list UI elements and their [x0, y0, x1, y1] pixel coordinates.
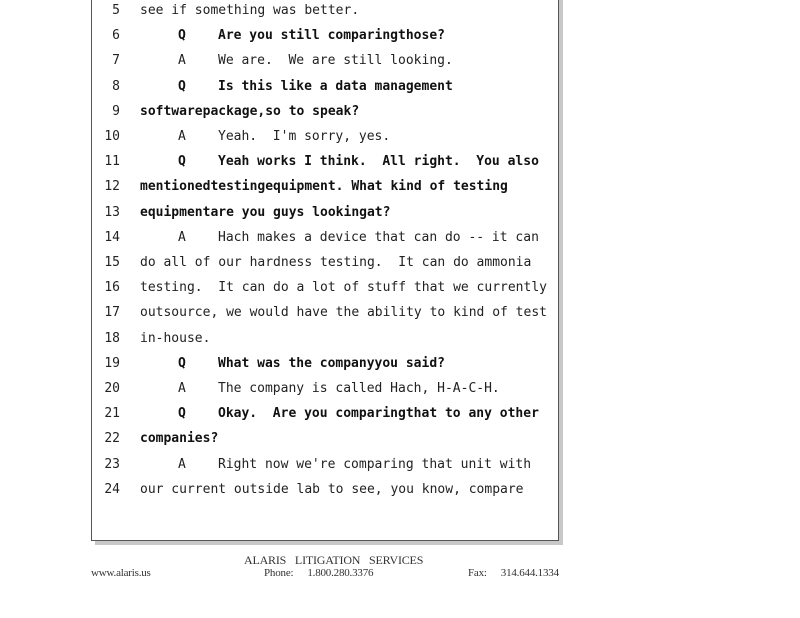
footer-company-name: ALARIS LITIGATION SERVICES	[244, 553, 424, 567]
speaker-label: A	[178, 129, 186, 144]
line-number: 7	[112, 53, 120, 69]
line-content: equipmentare you guys lookingat?	[140, 204, 391, 220]
line-text	[178, 74, 453, 99]
transcript-line	[92, 174, 558, 199]
line-number: 20	[104, 381, 120, 396]
speaker-label: A	[178, 381, 186, 396]
line-number: 19	[104, 355, 120, 371]
speaker-label: A	[178, 456, 186, 472]
transcript-page	[91, 0, 559, 541]
speaker-label: Q	[178, 406, 186, 422]
line-content: mentionedtestingequipment. What kind of testing	[140, 179, 508, 195]
line-number: 24	[104, 481, 120, 497]
line-number: 18	[104, 330, 120, 346]
line-content: our current outside lab to see, you know, compare	[140, 481, 524, 497]
transcript-line	[92, 452, 558, 477]
transcript-line	[92, 300, 558, 325]
line-content: outsource, we would have the ability to kind of test	[140, 305, 547, 321]
line-content: Right now we're comparing that unit with	[218, 456, 532, 472]
line-text	[178, 452, 531, 477]
transcript-line	[92, 275, 558, 300]
line-text	[140, 300, 547, 325]
speaker-label: Q	[178, 355, 186, 371]
line-text	[140, 99, 359, 124]
transcript-line	[92, 376, 558, 401]
footer-fax	[468, 567, 559, 579]
line-number: 10	[104, 129, 120, 144]
line-text	[178, 225, 539, 250]
line-number: 23	[104, 456, 120, 472]
line-number: 14	[104, 229, 120, 245]
footer-phone-number: 1.800.280.3376	[307, 567, 374, 579]
speaker-label: A	[178, 53, 186, 69]
line-number: 13	[104, 204, 120, 220]
line-number: 15	[104, 255, 120, 270]
line-number: 17	[104, 305, 120, 321]
transcript-line	[92, 351, 558, 376]
line-text	[140, 0, 359, 23]
footer-fax-number: 314.644.1334	[500, 567, 559, 579]
line-number: 22	[104, 431, 120, 447]
line-content: do all of our hardness testing. It can do ammonia	[140, 255, 532, 270]
line-content: Okay. Are you comparingthat to any other	[218, 406, 539, 422]
speaker-label: A	[178, 229, 186, 245]
line-text	[178, 351, 445, 376]
transcript-line	[92, 225, 558, 250]
line-number: 5	[112, 3, 120, 18]
line-number: 6	[112, 28, 120, 44]
line-content: Yeah works I think. All right. You also	[218, 154, 539, 170]
line-number: 9	[112, 103, 120, 119]
transcript-line	[92, 99, 558, 124]
line-content: What was the companyyou said?	[218, 355, 445, 371]
line-number: 12	[104, 179, 120, 195]
line-text	[178, 48, 453, 73]
transcript-line	[92, 426, 558, 451]
line-number: 16	[104, 280, 120, 296]
line-content: see if something was better.	[140, 3, 360, 18]
line-text	[178, 23, 445, 48]
line-text	[140, 250, 531, 275]
transcript-line	[92, 200, 558, 225]
line-content: The company is called Hach, H-A-C-H.	[218, 381, 500, 396]
line-text	[140, 477, 524, 502]
line-content: companies?	[140, 431, 219, 447]
line-text	[178, 376, 500, 401]
speaker-label: Q	[178, 28, 186, 44]
speaker-label: Q	[178, 78, 186, 94]
line-content: We are. We are still looking.	[218, 53, 453, 69]
line-text	[178, 401, 539, 426]
line-content: softwarepackage,so to speak?	[140, 103, 360, 119]
transcript-line	[92, 326, 558, 351]
transcript-line	[92, 48, 558, 73]
line-content: Is this like a data management	[218, 78, 453, 94]
line-content: Hach makes a device that can do -- it can	[218, 229, 539, 245]
line-text	[140, 326, 210, 351]
transcript-line	[92, 74, 558, 99]
line-number: 11	[104, 154, 120, 170]
footer-fax-label: Fax:	[468, 567, 487, 579]
line-content: Yeah. I'm sorry, yes.	[218, 129, 391, 144]
line-content: Are you still comparingthose?	[218, 28, 445, 44]
footer-website: www.alaris.us	[91, 567, 151, 579]
line-text	[140, 275, 547, 300]
line-content: testing. It can do a lot of stuff that we currently	[140, 280, 547, 296]
transcript-line	[92, 401, 558, 426]
transcript-line	[92, 23, 558, 48]
transcript-line	[92, 477, 558, 502]
footer-phone-label: Phone:	[264, 567, 294, 579]
line-text	[140, 200, 390, 225]
transcript-line	[92, 124, 558, 149]
line-number: 8	[112, 78, 120, 94]
line-text	[140, 426, 218, 451]
line-text	[140, 174, 508, 199]
line-content: in-house.	[140, 330, 211, 346]
transcript-line	[92, 250, 558, 275]
line-text	[178, 124, 390, 149]
line-number: 21	[104, 406, 120, 422]
line-text	[178, 149, 539, 174]
footer-phone	[264, 567, 373, 579]
transcript-line	[92, 0, 558, 23]
transcript-line	[92, 149, 558, 174]
speaker-label: Q	[178, 154, 186, 170]
